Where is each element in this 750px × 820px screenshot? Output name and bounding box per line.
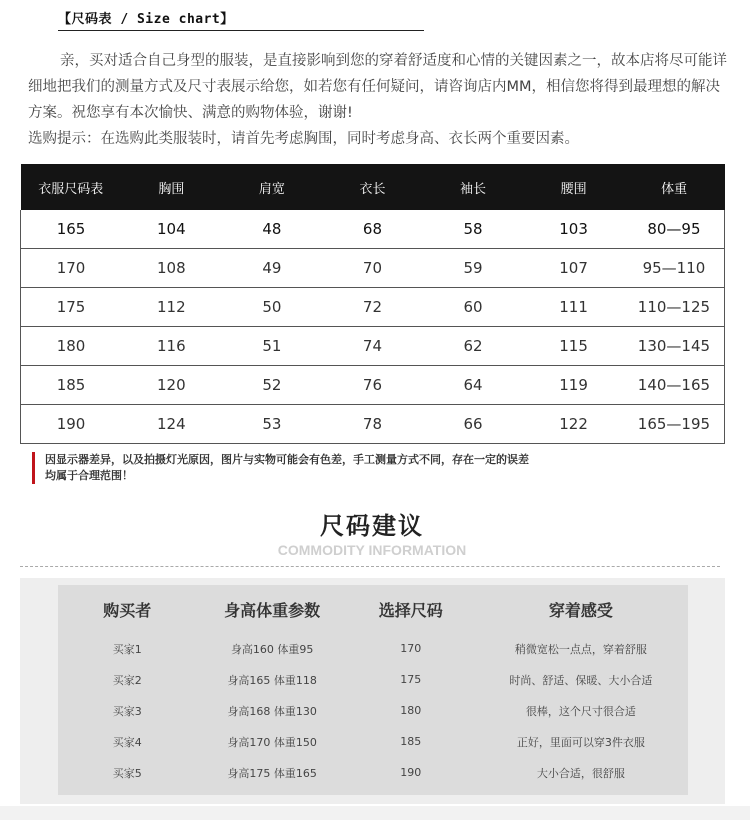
header-feeling: 穿着感受 (548, 600, 613, 620)
cell-feeling: 大小合适，很舒服 (536, 766, 625, 780)
recommend-subtitle: COMMODITY INFORMATION (277, 542, 467, 558)
cell-params: 身高168 体重130 (227, 704, 317, 718)
cell-waist: 103 (523, 210, 624, 249)
header-size: 衣服尺码表 (21, 164, 122, 210)
cell-waist: 115 (523, 327, 624, 366)
recommend-row (58, 695, 688, 726)
cell-chosen-size: 170 (400, 642, 422, 655)
intro-paragraph: 亲，买对适合自己身型的服装，是直接影响到您的穿着舒适度和心情的关键因素之一，故本店将尽可能详细地把我们的测量方式及尺寸表展示给您，如若您有任何疑问，请咨询店内MM，相信您将得到最理想的解决方案。祝您享有本次愉快、满意的购物体验，谢谢! (28, 53, 727, 121)
cell-weight: 130—145 (624, 327, 725, 366)
cell-size: 170 (21, 249, 122, 288)
cell-feeling: 时尚、舒适、保暖、大小合适 (509, 673, 653, 687)
cell-size: 165 (21, 210, 122, 249)
cell-length: 72 (322, 288, 423, 327)
cell-buyer: 买家2 (112, 673, 142, 687)
cell-chosen-size: 185 (400, 735, 422, 748)
note-line: 因显示器差异，以及拍摄灯光原因，图片与实物可能会有色差，手工测量方式不同，存在一定的误差 (45, 453, 529, 466)
note-line: 均属于合理范围！ (45, 469, 133, 482)
cell-chosen-size: 180 (400, 704, 422, 717)
table-row (21, 366, 725, 405)
recommend-container (20, 578, 725, 804)
recommend-row (58, 664, 688, 695)
header-buyer: 购买者 (103, 600, 152, 620)
bottom-band (0, 806, 750, 820)
intro-text (28, 48, 728, 152)
cell-waist: 111 (523, 288, 624, 327)
cell-waist: 122 (523, 405, 624, 444)
cell-waist: 119 (523, 366, 624, 405)
cell-shoulder: 50 (222, 288, 323, 327)
size-chart-title: 【尺码表 / Size chart】 (58, 12, 234, 27)
cell-weight: 95—110 (624, 249, 725, 288)
table-row (21, 249, 725, 288)
cell-weight: 140—165 (624, 366, 725, 405)
table-row (21, 327, 725, 366)
cell-sleeve: 66 (423, 405, 524, 444)
cell-shoulder: 49 (222, 249, 323, 288)
cell-waist: 107 (523, 249, 624, 288)
cell-chest: 124 (121, 405, 222, 444)
cell-size: 190 (21, 405, 122, 444)
cell-buyer: 买家5 (112, 766, 142, 780)
recommend-table (58, 585, 688, 788)
cell-params: 身高170 体重150 (227, 735, 317, 749)
cell-sleeve: 64 (423, 366, 524, 405)
cell-sleeve: 59 (423, 249, 524, 288)
header-shoulder: 肩宽 (222, 164, 323, 210)
cell-length: 78 (322, 405, 423, 444)
cell-chest: 112 (121, 288, 222, 327)
cell-buyer: 买家1 (112, 642, 142, 656)
cell-buyer: 买家4 (112, 735, 142, 749)
cell-length: 70 (322, 249, 423, 288)
disclaimer-note (32, 452, 645, 484)
table-row (21, 405, 725, 444)
cell-size: 180 (21, 327, 122, 366)
cell-chest: 104 (121, 210, 222, 249)
size-table-header-row (21, 164, 725, 210)
cell-weight: 165—195 (624, 405, 725, 444)
recommend-panel (58, 585, 688, 795)
size-table (20, 164, 725, 444)
cell-weight: 110—125 (624, 288, 725, 327)
recommend-row (58, 633, 688, 664)
recommend-row (58, 726, 688, 757)
header-sleeve: 袖长 (423, 164, 524, 210)
recommend-header-row (58, 585, 688, 633)
cell-params: 身高165 体重118 (227, 673, 317, 687)
cell-feeling: 正好，里面可以穿3件衣服 (516, 735, 645, 749)
cell-chest: 116 (121, 327, 222, 366)
cell-sleeve: 62 (423, 327, 524, 366)
recommend-row (58, 757, 688, 788)
cell-params: 身高175 体重165 (227, 766, 317, 780)
header-waist: 腰围 (523, 164, 624, 210)
buying-tip: 选购提示：在选购此类服装时，请首先考虑胸围，同时考虑身高、衣长两个重要因素。 (28, 131, 579, 147)
cell-params: 身高160 体重95 (230, 642, 314, 656)
cell-length: 68 (322, 210, 423, 249)
cell-shoulder: 52 (222, 366, 323, 405)
cell-chest: 120 (121, 366, 222, 405)
table-row (21, 210, 725, 249)
recommend-title: 尺码建议 (320, 512, 424, 540)
cell-shoulder: 53 (222, 405, 323, 444)
dashed-divider (20, 566, 720, 567)
header-length: 衣长 (322, 164, 423, 210)
cell-length: 76 (322, 366, 423, 405)
cell-length: 74 (322, 327, 423, 366)
title-underline (58, 30, 424, 31)
cell-feeling: 很棒，这个尺寸很合适 (525, 704, 636, 718)
cell-sleeve: 58 (423, 210, 524, 249)
header-weight: 体重 (624, 164, 725, 210)
table-row (21, 288, 725, 327)
cell-chosen-size: 175 (400, 673, 422, 686)
cell-sleeve: 60 (423, 288, 524, 327)
cell-size: 185 (21, 366, 122, 405)
cell-weight: 80—95 (624, 210, 725, 249)
header-params: 身高体重参数 (224, 600, 321, 620)
cell-feeling: 稍微宽松一点点，穿着舒服 (514, 642, 647, 656)
cell-shoulder: 51 (222, 327, 323, 366)
header-chest: 胸围 (121, 164, 222, 210)
cell-size: 175 (21, 288, 122, 327)
header-chosen-size: 选择尺码 (378, 600, 443, 620)
cell-buyer: 买家3 (112, 704, 142, 718)
cell-chosen-size: 190 (400, 766, 422, 779)
cell-shoulder: 48 (222, 210, 323, 249)
cell-chest: 108 (121, 249, 222, 288)
